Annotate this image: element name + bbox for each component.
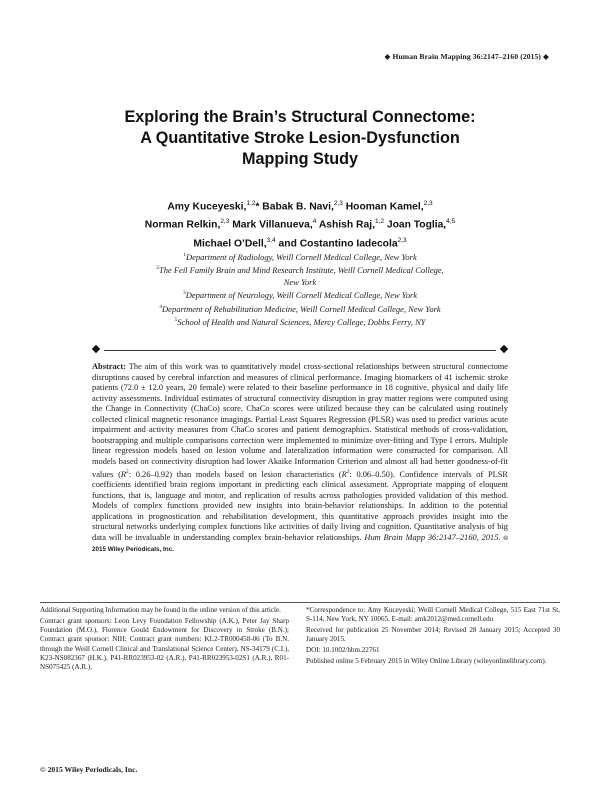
footnotes-right (306, 606, 560, 668)
title-line: Exploring the Brain’s Structural Connectome: (124, 108, 476, 126)
author-list: Amy Kuceyeski,$^{1,2}$* Babak B. Navi,$^{2,3}$ Hooman Kamel,$^{2,3}$ Norman Relkin,$^{2,3}$ Mark Villanueva,$^4$ Ashish Raj,$^{1,2}$ Joan Toglia,$^{4,5}$ Michael O’Dell,$^{3,4}$ and Costantino Iadecola$^{2,3}$ (144, 200, 456, 250)
abstract-text: The aim of this work was to quantitatively model cross-sectional relationships between structural connectome disruptions caused by cerebral infarction and measures of clinical performance. Imaging biomarkers of 41 ischemic stroke patients (72.0 ± 12.0 years, 20 female) were related to their baseline performance in 18 cognitive, physical and daily life activity assessments. Individual estimates of structural connectivity disruption in gray matter regions were computed using the Change in Connectivity (ChaCo) score. ChaCo scores were utilized because they can be calculated using routinely collected clinical magnetic resonance imagings. Partial Least Squares Regression (PLSR) was used to predict various acute impairment and activity measures from ChaCo scores and patient demographics. Statistical methods of cross-validation, bootstrapping and multiple comparisons correction were implemented to minimize over-fitting and Type I errors. Multiple linear regression models based on lesion volume and lateralization information were constructed for comparison. All models based on connectivity disruption had lower Akaike Information Criterion and almost all had better goodness-of-fit values ( (92, 362, 508, 479)
author-affil-sup: 3,4 (266, 236, 276, 244)
author-name: Amy Kuceyeski, (167, 201, 247, 213)
title-line: A Quantitative Stroke Lesion-Dysfunction (140, 129, 460, 147)
journal-header: ◆ Human Brain Mapping 36:2147–2160 (2015) ◆ (384, 52, 549, 61)
abstract-label: Abstract: (92, 362, 126, 371)
footnote: DOI: 10.1002/hbm.22761 (306, 646, 380, 655)
author-affil-sup: 1,2 (374, 218, 384, 226)
title-line: Mapping Study (242, 150, 358, 168)
abstract-copyright: © 2015 Wiley Periodicals, Inc. (92, 534, 509, 554)
author-name: Mark Villanueva, (232, 219, 313, 231)
author-name: Joan Toglia, (386, 219, 447, 231)
author-affil-sup: 4 (312, 218, 317, 226)
affiliation: New York (283, 276, 317, 287)
footnote: Published online 5 February 2015 in Wiley Online Library (wileyonlinelibrary.com). (306, 656, 547, 665)
divider-line (104, 350, 496, 351)
footnote-rule (40, 602, 560, 603)
affiliation: $^2$The Feil Family Brain and Mind Research Institute, Weill Cornell Medical College, (156, 265, 444, 276)
author-name: Michael O’Dell, (193, 238, 267, 250)
abstract: Abstract: The aim of this work was to quantitatively model cross-sectional relationships between structural connectome disruptions caused by cerebral infarction and measures of clinical performance. Imaging biomarkers of 41 ischemic stroke patients (72.0 ± 12.0 years, 20 female) were related to their baseline performance in 18 cognitive, physical and daily life activity assessments. Individual estimates of structural connectivity disruption in gray matter regions were computed using the Change in Connectivity (ChaCo) score. ChaCo scores were utilized because they can be calculated using routinely collected clinical magnetic resonance imagings. Partial Least Squares Regression (PLSR) was used to predict various acute impairment and activity measures from ChaCo scores and patient demographics. Statistical methods of cross-validation, bootstrapping and multiple comparisons correction were implemented to minimize over-fitting and Type I errors. Multiple linear regression models based on lesion volume and lateralization information were constructed for comparison. All models based on connectivity disruption had lower Akaike Information Criterion and almost all had better goodness-of-fit values ($R^2$: 0.26–0.92) than models based on lesion characteristics ($R^2$: 0.06–0.50). Confidence intervals of PLSR coefficients identified brain regions important in predicting each clinical assessment. Appropriate mapping of eloquent functions, that is, language and motor, and replication of results across pathologies provided validation of this method. Models of complex functions provided new insights into brain-behavior relationships. In addition to the potential applications in prognostication and rehabilitation development, this quantitative approach provides insight into the structural networks underlying complex functions like activities of daily living and cognition. Quantitative analysis of big data will be invaluable in understanding complex brain-behavior relationships. Hum Brain Mapp 36:2147–2160, 2015. © 2015 Wiley Periodicals, Inc. (92, 362, 509, 554)
affiliation: $^1$Department of Radiology, Weill Cornell Medical College, New York (183, 251, 417, 262)
author-affil-sup: 2,3 (423, 200, 433, 207)
affiliations (40, 250, 560, 329)
footnote: Contract grant sponsors: Leon Levy Foundation Fellowship (A.K.), Peter Jay Sharp Foundation (M.O.), Florence Gould Endowment for Discovery in Stroke (B.N.); Contract grant sponsor: NIH; Contract grant numbers: KL2-TR000458-06 (To B.N. through the Weill Cornell Clinical and Translational Science Center), NS-34179 (C.I.), K23-NS082367 (H.K.), P41-RR023953-02 (A.R.), P41-RR023953-02S1 (A.R.), R01-NS075425 (A.R.). (40, 616, 289, 672)
affiliation: $^3$Department of Neurology, Weill Cornell Medical College, New York (182, 290, 418, 301)
affiliation: $^5$School of Health and Natural Sciences, Mercy College, Dobbs Ferry, NY (174, 317, 426, 328)
author-name: and Costantino Iadecola (278, 238, 398, 250)
section-divider (92, 346, 508, 354)
author-name: Norman Relkin, (144, 219, 221, 231)
footnotes-left (40, 606, 289, 674)
article-title (40, 107, 560, 170)
abstract-citation: Hum Brain Mapp 36:2147–2160, 2015. (364, 532, 501, 542)
author-affil-sup: 2,3 (397, 236, 407, 244)
author-affil-sup: 2,3 (333, 200, 343, 207)
page-copyright: © 2015 Wiley Periodicals, Inc. (40, 765, 138, 774)
footnote: Additional Supporting Information may be found in the online version of this article. (40, 606, 281, 614)
footnote: Received for publication 25 November 2014; Revised 28 January 2015; Accepted 30 January 2015. (306, 626, 560, 644)
footnote: *Correspondence to: Amy Kuceyeski; Weill Cornell Medical College, 515 East 71st St, S-114, New York, NY 10065. E-mail: amk2012@med.cornell.edu (306, 606, 560, 624)
abstract-text: : 0.06–0.50). Confidence intervals of PLSR coefficients identified brain regions important in predicting each clinical assessment. Appropriate mapping of eloquent functions, that is, language and motor, and replication of results across pathologies provided validation of this method. Models of complex functions provided new insights into brain-behavior relationships. In addition to the potential applications in prognostication and rehabilitation development, this quantitative approach provides insight into the structural networks underlying complex functions like activities of daily living and cognition. Quantitative analysis of big data will be invaluable in understanding complex brain-behavior relationships. (92, 469, 508, 542)
author-affil-sup: 2,3 (220, 218, 230, 226)
abstract-text: : 0.26–0.92) than models based on lesion characteristics ( (128, 469, 342, 479)
diamond-icon (92, 345, 100, 353)
author-name: Hooman Kamel, (345, 201, 424, 213)
author-name: Babak B. Navi, (262, 201, 334, 213)
author-name: Ashish Raj, (318, 219, 375, 231)
author-affil-sup: 4,5 (446, 218, 456, 226)
affiliation: $^4$Department of Rehabilitation Medicine, Weill Cornell Medical College, New York (159, 303, 441, 314)
author-affil-sup: 1,2 (246, 200, 256, 207)
diamond-icon (500, 345, 508, 353)
